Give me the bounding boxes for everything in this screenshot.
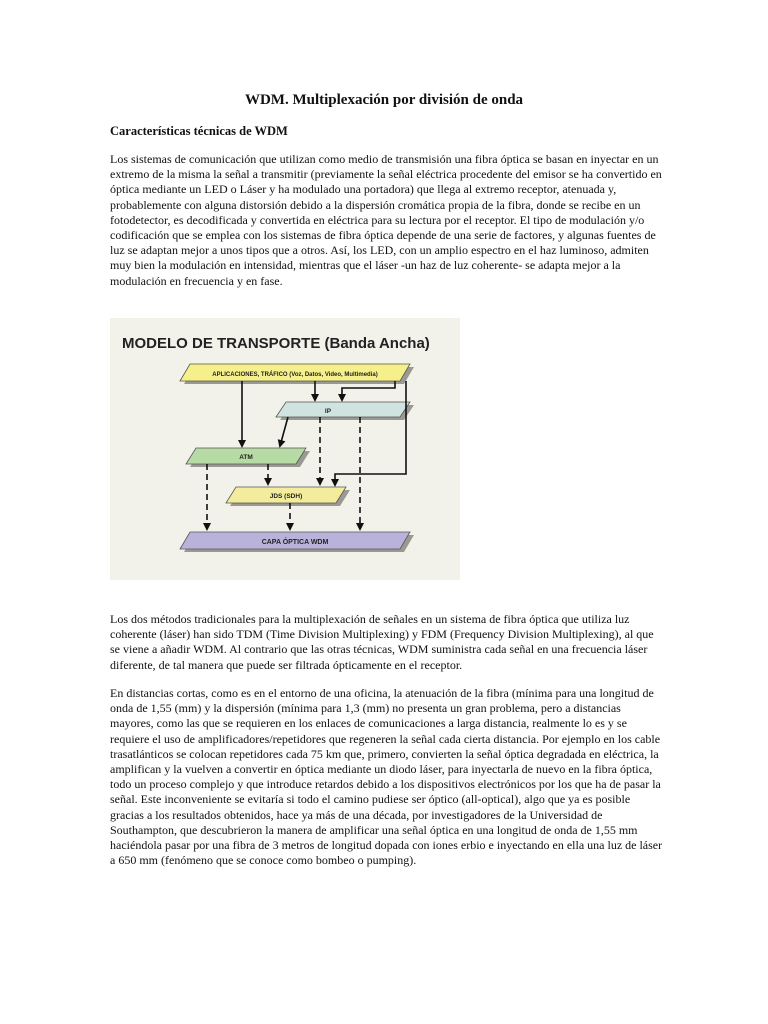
paragraph-intro: Los sistemas de comunicación que utilizan como medio de transmisión una fibra óptica se basan en inyectar en un extremo de la misma la señal a transmitir (previamente la señal eléctrica procedente del emisor se ha convertido en óptica mediante un LED o Láser y ha modulado una portadora) que llega al extremo receptor, atenuada y, probablemente con alguna distorsión debido a la dispersión cromática propia de la fibra, donde se recibe en un fotodetector, es decodificada y convertida en eléctrica para su lectura por el receptor. El tipo de modulación y/o codificación que se emplea con los sistemas de fibra óptica depende de una serie de factores, y algunas fuentes de luz se adaptan mejor a unos tipos que a otros. Así, los LED, con un amplio espectro en el haz luminoso, admiten muy bien la modulación en intensidad, mientras que el láser -un haz de luz coherente- se adapta mejor a la modulación en frecuencia y en fase. [110, 152, 662, 288]
paragraph-methods: Los dos métodos tradicionales para la multiplexación de señales en un sistema de fibra óptica que utiliza luz coherente (láser) han sido TDM (Time Division Multiplexing) y FDM (Frequency Division Multiplexing), al que se viene a añadir WDM. Al contrario que las otras técnicas, WDM suministra cada señal en una frecuencia láser diferente, de tal manera que puede ser filtrada ópticamente en el receptor. [110, 612, 654, 672]
layer-ip [276, 402, 410, 417]
layer-optical-wdm-label: CAPA ÓPTICA WDM [261, 539, 329, 546]
section-heading: Características técnicas de WDM [110, 124, 288, 138]
diagram-canvas [110, 318, 460, 580]
layer-jds-sdh-label: JDS (SDH) [269, 493, 303, 500]
layer-ip-label: IP [324, 408, 332, 415]
layer-applications-label: APLICACIONES, TRÁFICO (Voz, Datos, Video, Multimedia) [212, 372, 378, 378]
transport-model-diagram [110, 318, 460, 580]
diagram-heading: MODELO DE TRANSPORTE (Banda Ancha) [122, 335, 430, 352]
paragraph-distances: En distancias cortas, como es en el entorno de una oficina, la atenuación de la fibra (mínima para una longitud de onda de 1,55 (mm) y la dispersión (mínima para 1,3 (mm) no presenta un gran problema, pero a distancias mayores, como las que se requieren en los enlaces de comunicaciones a larga distancia, realmente lo es y se requiere el uso de amplificadores/repetidores que regeneren la señal cada cierta distancia. Por ejemplo en los cable trasatlánticos se colocan repetidores cada 75 km que, primero, convierten la señal óptica degradada en eléctrica, la amplifican y la vuelven a convertir en óptica mediante un diodo láser, para inyectarla de nuevo en la fibra óptica, todo un proceso complejo y que introduce retardos debido a los dispositivos electrónicos por los que ha de pasar la señal. Este inconveniente se evitaría si todo el camino pudiese ser óptico (all-optical), algo que ya es posible gracias a los resultados obtenidos, hace ya más de una década, por investigadores de la Universidad de Southampton, que descubrieron la manera de amplificar una señal óptica en una longitud de onda de 1,55 mm haciéndola pasar por una fibra de 3 metros de longitud dopada con iones erbio e inyectando en ella una luz de láser a 650 mm (fenómeno que se conoce como bombeo o pumping). [110, 686, 663, 868]
layer-atm-label: ATM [239, 454, 253, 461]
document-title: WDM. Multiplexación por división de onda [244, 92, 524, 108]
